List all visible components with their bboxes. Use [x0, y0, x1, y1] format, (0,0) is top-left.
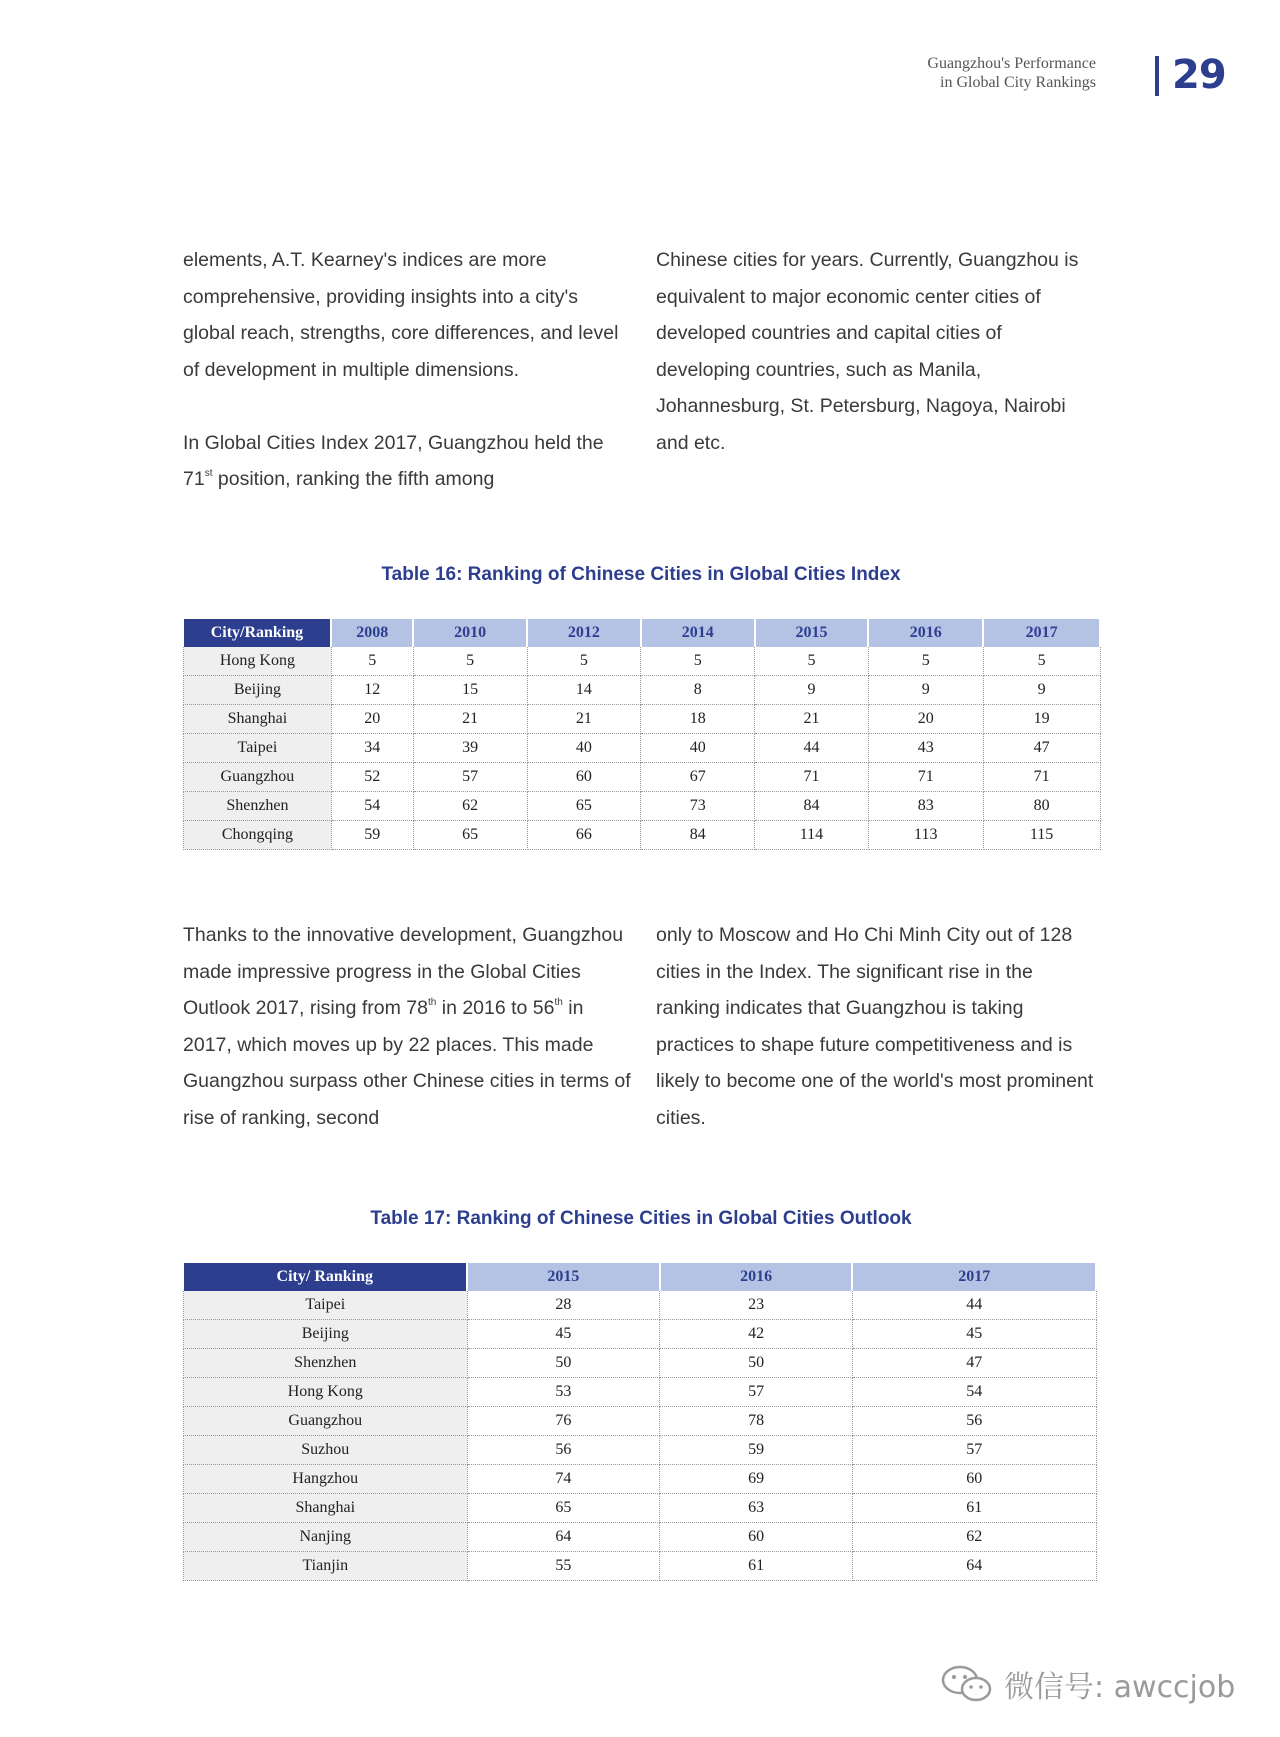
- header-cell-year: 2016: [868, 619, 983, 647]
- table17-header-row: [184, 1263, 1097, 1291]
- rank-cell: 71: [755, 763, 869, 792]
- rank-cell: 34: [331, 734, 413, 763]
- city-cell: Hong Kong: [184, 1378, 468, 1407]
- city-cell: Beijing: [184, 1320, 468, 1349]
- rank-cell: 56: [467, 1436, 660, 1465]
- rank-cell: 61: [852, 1494, 1096, 1523]
- rank-cell: 21: [413, 705, 527, 734]
- rank-cell: 114: [755, 821, 869, 850]
- rank-cell: 84: [755, 792, 869, 821]
- table17: [183, 1263, 1097, 1581]
- header-cell-year: 2008: [331, 619, 413, 647]
- rank-cell: 21: [755, 705, 869, 734]
- rank-cell: 59: [331, 821, 413, 850]
- header-cell-year: 2014: [641, 619, 755, 647]
- text-run: In Global Cities Index 2017, Guangzhou held the 71: [183, 431, 604, 490]
- rank-cell: 19: [983, 705, 1100, 734]
- table-row: [184, 1349, 1097, 1378]
- rank-cell: 64: [852, 1552, 1096, 1581]
- city-cell: Nanjing: [184, 1523, 468, 1552]
- paragraph: elements, A.T. Kearney's indices are more comprehensive, providing insights into a city's global reach, strengths, core differences, and level of development in multiple dimensions.: [183, 249, 619, 381]
- city-cell: Taipei: [184, 1291, 468, 1320]
- rank-cell: 42: [660, 1320, 853, 1349]
- rank-cell: 71: [983, 763, 1100, 792]
- rank-cell: 54: [852, 1378, 1096, 1407]
- rank-cell: 54: [331, 792, 413, 821]
- rank-cell: 50: [467, 1349, 660, 1378]
- table-row: [184, 1465, 1097, 1494]
- text-run: in 2017, which moves up by 22 places. This made Guangzhou surpass other Chinese cities in terms of rise of ranking, second: [183, 997, 631, 1129]
- rank-cell: 64: [467, 1523, 660, 1552]
- city-cell: Shanghai: [184, 705, 332, 734]
- table16-title: Table 16: Ranking of Chinese Cities in Global Cities Index: [381, 564, 901, 585]
- rank-cell: 78: [660, 1407, 853, 1436]
- city-cell: Hong Kong: [184, 647, 332, 676]
- rank-cell: 66: [527, 821, 641, 850]
- table-row: [184, 821, 1101, 850]
- city-cell: Shanghai: [184, 1494, 468, 1523]
- rank-cell: 69: [660, 1465, 853, 1494]
- header-cell-city: City/Ranking: [184, 619, 332, 647]
- rank-cell: 83: [868, 792, 983, 821]
- rank-cell: 45: [467, 1320, 660, 1349]
- wechat-icon: [940, 1664, 994, 1704]
- table-row: [184, 1407, 1097, 1436]
- rank-cell: 9: [868, 676, 983, 705]
- page-number: 29: [1172, 52, 1226, 98]
- rank-cell: 50: [660, 1349, 853, 1378]
- rank-cell: 63: [660, 1494, 853, 1523]
- table-row: [184, 1494, 1097, 1523]
- header-cell-year: 2010: [413, 619, 527, 647]
- rank-cell: 65: [527, 792, 641, 821]
- rank-cell: 43: [868, 734, 983, 763]
- rank-cell: 5: [983, 647, 1100, 676]
- rank-cell: 5: [413, 647, 527, 676]
- city-cell: Guangzhou: [184, 1407, 468, 1436]
- watermark-text: 微信号: awccjob: [1004, 1670, 1236, 1705]
- superscript: th: [554, 997, 563, 1008]
- table16-body: [184, 647, 1101, 850]
- rank-cell: 74: [467, 1465, 660, 1494]
- header-cell-year: 2017: [852, 1263, 1096, 1291]
- rank-cell: 28: [467, 1291, 660, 1320]
- rank-cell: 12: [331, 676, 413, 705]
- city-cell: Shenzhen: [184, 792, 332, 821]
- running-header-line1: Guangzhou's Performance: [927, 55, 1096, 72]
- rank-cell: 62: [852, 1523, 1096, 1552]
- rank-cell: 39: [413, 734, 527, 763]
- rank-cell: 8: [641, 676, 755, 705]
- table-row: [184, 1523, 1097, 1552]
- rank-cell: 45: [852, 1320, 1096, 1349]
- rank-cell: 53: [467, 1378, 660, 1407]
- rank-cell: 20: [868, 705, 983, 734]
- table17-body: [184, 1291, 1097, 1581]
- rank-cell: 20: [331, 705, 413, 734]
- table-row: [184, 1436, 1097, 1465]
- rank-cell: 40: [641, 734, 755, 763]
- city-cell: Hangzhou: [184, 1465, 468, 1494]
- city-cell: Taipei: [184, 734, 332, 763]
- rank-cell: 23: [660, 1291, 853, 1320]
- table-row: [184, 647, 1101, 676]
- rank-cell: 84: [641, 821, 755, 850]
- rank-cell: 59: [660, 1436, 853, 1465]
- rank-cell: 57: [413, 763, 527, 792]
- rank-cell: 18: [641, 705, 755, 734]
- city-cell: Shenzhen: [184, 1349, 468, 1378]
- section2-left-column: [183, 917, 633, 1136]
- rank-cell: 21: [527, 705, 641, 734]
- city-cell: Guangzhou: [184, 763, 332, 792]
- rank-cell: 55: [467, 1552, 660, 1581]
- rank-cell: 67: [641, 763, 755, 792]
- watermark: [940, 1662, 1235, 1706]
- city-cell: Chongqing: [184, 821, 332, 850]
- table-row: [184, 734, 1101, 763]
- text-run: Thanks to the innovative development, Guangzhou made impressive progress in the Global Cities Outlook 2017, rising from 78: [183, 924, 624, 1019]
- table-row: [184, 1552, 1097, 1581]
- rank-cell: 52: [331, 763, 413, 792]
- rank-cell: 44: [755, 734, 869, 763]
- section1-left-column: [183, 242, 623, 498]
- rank-cell: 9: [755, 676, 869, 705]
- city-cell: Tianjin: [184, 1552, 468, 1581]
- rank-cell: 113: [868, 821, 983, 850]
- header-divider: [1155, 56, 1159, 96]
- table-row: [184, 1378, 1097, 1407]
- rank-cell: 60: [852, 1465, 1096, 1494]
- rank-cell: 5: [641, 647, 755, 676]
- table-row: [184, 792, 1101, 821]
- table-row: [184, 676, 1101, 705]
- rank-cell: 80: [983, 792, 1100, 821]
- table-row: [184, 1320, 1097, 1349]
- rank-cell: 56: [852, 1407, 1096, 1436]
- rank-cell: 65: [413, 821, 527, 850]
- rank-cell: 47: [983, 734, 1100, 763]
- rank-cell: 60: [527, 763, 641, 792]
- header-cell-year: 2017: [983, 619, 1100, 647]
- header-cell-year: 2016: [660, 1263, 853, 1291]
- rank-cell: 47: [852, 1349, 1096, 1378]
- running-header-line2: in Global City Rankings: [940, 74, 1096, 91]
- header-cell-year: 2015: [755, 619, 869, 647]
- superscript: st: [204, 468, 213, 479]
- rank-cell: 65: [467, 1494, 660, 1523]
- section1-right-column: [656, 242, 1096, 461]
- paragraph: [183, 425, 623, 498]
- text-run: in 2016 to 56: [436, 997, 555, 1019]
- rank-cell: 57: [660, 1378, 853, 1407]
- table16: [183, 619, 1101, 850]
- rank-cell: 40: [527, 734, 641, 763]
- rank-cell: 60: [660, 1523, 853, 1552]
- table-row: [184, 1291, 1097, 1320]
- rank-cell: 76: [467, 1407, 660, 1436]
- rank-cell: 14: [527, 676, 641, 705]
- rank-cell: 115: [983, 821, 1100, 850]
- rank-cell: 5: [868, 647, 983, 676]
- rank-cell: 61: [660, 1552, 853, 1581]
- section2-right-column: [656, 917, 1096, 1136]
- paragraph: [183, 917, 633, 1136]
- rank-cell: 71: [868, 763, 983, 792]
- superscript: th: [427, 997, 437, 1008]
- header-cell-year: 2012: [527, 619, 641, 647]
- rank-cell: 5: [755, 647, 869, 676]
- paragraph: Chinese cities for years. Currently, Guangzhou is equivalent to major economic center cities of developed countries and capital cities of developing countries, such as Manila, Johannesburg, St. Petersburg, Nagoya, Nairobi and etc.: [656, 249, 1079, 454]
- rank-cell: 57: [852, 1436, 1096, 1465]
- paragraph: only to Moscow and Ho Chi Minh City out of 128 cities in the Index. The significant rise in the ranking indicates that Guangzhou is taking practices to shape future competitiveness and is likely to become one of the world's most prominent cities.: [656, 924, 1094, 1129]
- table16-header-row: [184, 619, 1101, 647]
- header-cell-city: City/ Ranking: [184, 1263, 468, 1291]
- rank-cell: 44: [852, 1291, 1096, 1320]
- rank-cell: 5: [331, 647, 413, 676]
- text-run: position, ranking the fifth among: [212, 468, 495, 490]
- table-row: [184, 705, 1101, 734]
- running-header: [927, 54, 1096, 92]
- table17-title: Table 17: Ranking of Chinese Cities in Global Cities Outlook: [370, 1208, 912, 1229]
- table-row: [184, 763, 1101, 792]
- city-cell: Beijing: [184, 676, 332, 705]
- city-cell: Suzhou: [184, 1436, 468, 1465]
- rank-cell: 73: [641, 792, 755, 821]
- rank-cell: 5: [527, 647, 641, 676]
- header-cell-year: 2015: [467, 1263, 660, 1291]
- rank-cell: 62: [413, 792, 527, 821]
- rank-cell: 15: [413, 676, 527, 705]
- rank-cell: 9: [983, 676, 1100, 705]
